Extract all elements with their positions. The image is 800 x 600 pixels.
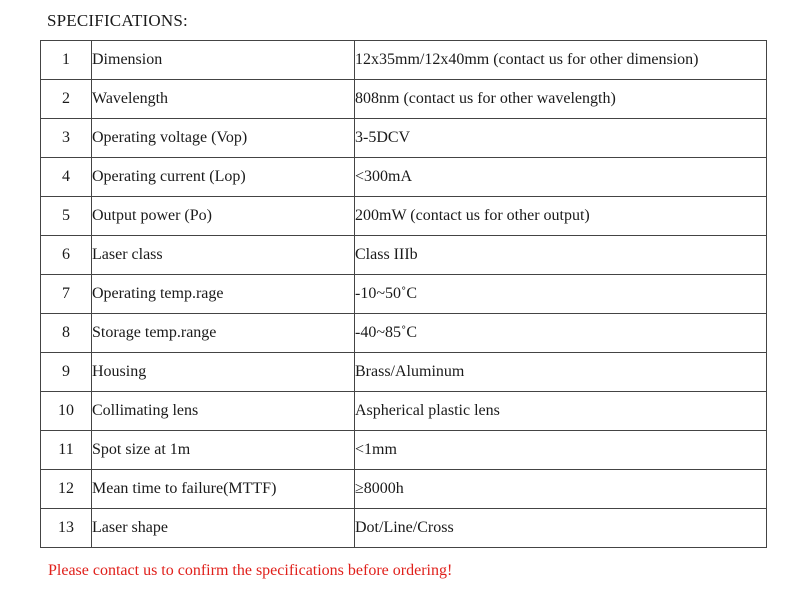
parameter-name: Laser shape <box>92 509 355 548</box>
row-number: 13 <box>41 509 92 548</box>
parameter-value: 200mW (contact us for other output) <box>355 197 767 236</box>
specifications-table <box>40 40 767 548</box>
page-title: SPECIFICATIONS: <box>47 11 188 30</box>
parameter-name: Operating voltage (Vop) <box>92 119 355 158</box>
table-row <box>41 314 767 353</box>
parameter-value: 12x35mm/12x40mm (contact us for other dimension) <box>355 41 767 80</box>
parameter-value: -10~50˚C <box>355 275 767 314</box>
parameter-name: Output power (Po) <box>92 197 355 236</box>
parameter-value: 808nm (contact us for other wavelength) <box>355 80 767 119</box>
parameter-name: Wavelength <box>92 80 355 119</box>
parameter-name: Dimension <box>92 41 355 80</box>
parameter-value: Brass/Aluminum <box>355 353 767 392</box>
table-row <box>41 509 767 548</box>
parameter-value: -40~85˚C <box>355 314 767 353</box>
parameter-name: Collimating lens <box>92 392 355 431</box>
row-number: 1 <box>41 41 92 80</box>
parameter-name: Housing <box>92 353 355 392</box>
row-number: 3 <box>41 119 92 158</box>
row-number: 4 <box>41 158 92 197</box>
parameter-value: Dot/Line/Cross <box>355 509 767 548</box>
parameter-name: Storage temp.range <box>92 314 355 353</box>
table-row <box>41 275 767 314</box>
parameter-value: 3-5DCV <box>355 119 767 158</box>
parameter-value: Aspherical plastic lens <box>355 392 767 431</box>
table-row <box>41 431 767 470</box>
specifications-table-body <box>41 41 767 548</box>
row-number: 7 <box>41 275 92 314</box>
order-note: Please contact us to confirm the specifications before ordering! <box>48 562 453 579</box>
table-row <box>41 158 767 197</box>
parameter-value: ≥8000h <box>355 470 767 509</box>
row-number: 10 <box>41 392 92 431</box>
row-number: 5 <box>41 197 92 236</box>
table-row <box>41 470 767 509</box>
table-row <box>41 80 767 119</box>
row-number: 6 <box>41 236 92 275</box>
table-row <box>41 41 767 80</box>
parameter-name: Operating temp.rage <box>92 275 355 314</box>
row-number: 8 <box>41 314 92 353</box>
parameter-name: Operating current (Lop) <box>92 158 355 197</box>
row-number: 2 <box>41 80 92 119</box>
parameter-name: Mean time to failure(MTTF) <box>92 470 355 509</box>
table-row <box>41 119 767 158</box>
row-number: 9 <box>41 353 92 392</box>
row-number: 12 <box>41 470 92 509</box>
parameter-value: <1mm <box>355 431 767 470</box>
table-row <box>41 197 767 236</box>
parameter-value: <300mA <box>355 158 767 197</box>
table-row <box>41 392 767 431</box>
parameter-name: Spot size at 1m <box>92 431 355 470</box>
parameter-name: Laser class <box>92 236 355 275</box>
row-number: 11 <box>41 431 92 470</box>
table-row <box>41 236 767 275</box>
table-row <box>41 353 767 392</box>
parameter-value: Class IIIb <box>355 236 767 275</box>
